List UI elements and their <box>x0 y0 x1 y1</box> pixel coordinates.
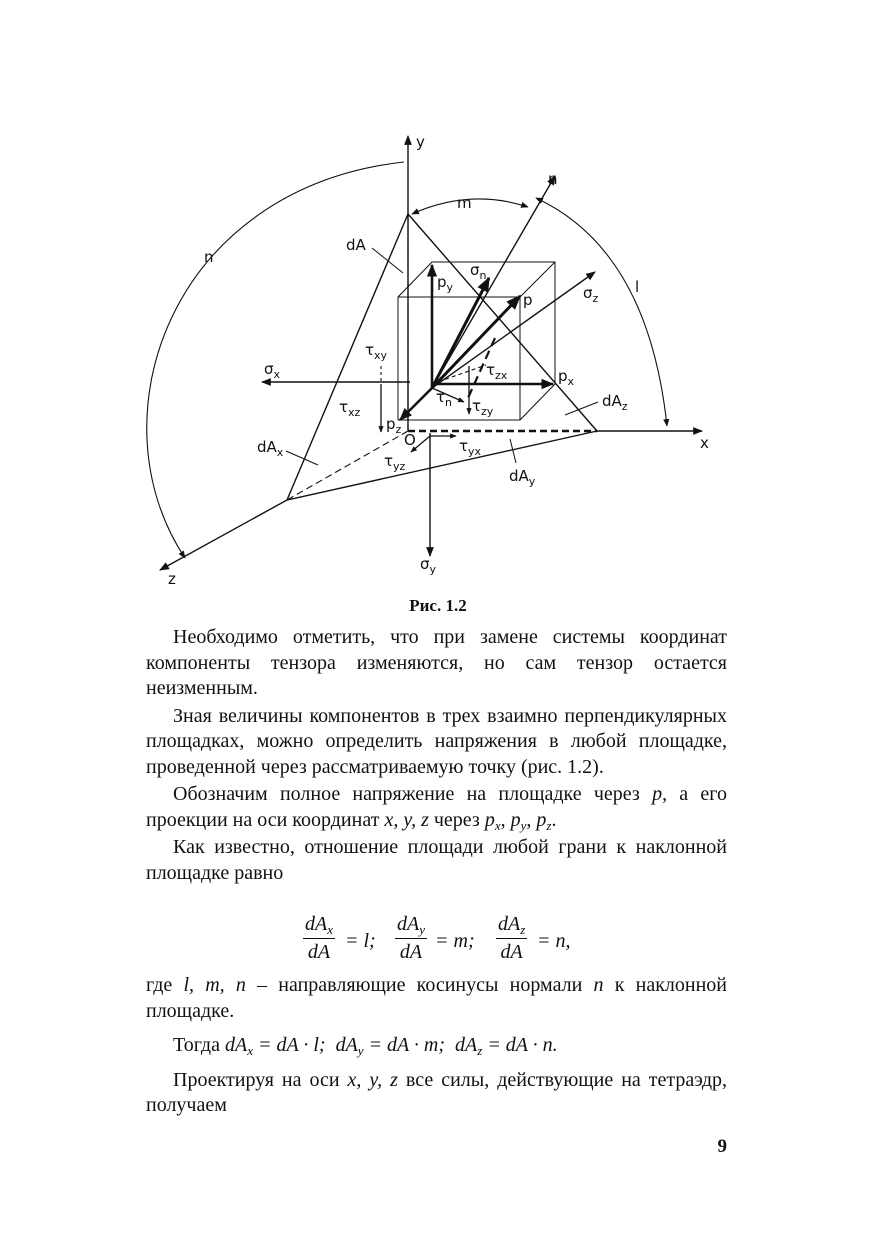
paragraph-2: Зная величины компонентов в трех взаимно перпендикулярных площадках, можно определить напряжения в любой площадке, проведенной через рассматриваемую точку (рис. 1.2). <box>146 704 727 778</box>
label-tau-xz: $\tau_{xz}$ <box>339 398 361 419</box>
label-sigma-n: $\sigma_n$ <box>470 261 487 282</box>
label-dA: dA <box>346 236 366 254</box>
fraction-dAz-dA: $dA_z$ dA <box>498 913 526 963</box>
label-m: m <box>457 194 472 212</box>
label-tau-zx: $\tau_{zx}$ <box>486 361 508 382</box>
figure-caption: Рис. 1.2 <box>409 596 467 615</box>
formula-rhs-m: = m; <box>435 930 475 952</box>
label-tau-xy: $\tau_{xy}$ <box>365 341 388 362</box>
label-tau-yz: $\tau_{yz}$ <box>384 452 406 473</box>
label-dAy: $dA_y$ <box>509 467 536 488</box>
paragraph-7: Проектируя на оси x, y, z все силы, действующие на тетраэдр, получаем <box>146 1068 727 1116</box>
leader-dA <box>372 248 403 273</box>
paragraph-4: Как известно, отношение площади любой грани к наклонной площадке равно <box>146 836 727 884</box>
label-p: p <box>523 291 533 309</box>
label-y: y <box>416 133 425 151</box>
label-tau-zy: $\tau_{zy}$ <box>472 397 494 418</box>
label-n-axis: n <box>548 170 558 188</box>
label-dAz: $dA_z$ <box>602 392 628 413</box>
label-dAx: $dA_x$ <box>257 438 284 459</box>
page-number: 9 <box>717 1136 727 1157</box>
label-tau-n: $\tau_n$ <box>436 388 453 409</box>
vector-pz <box>400 388 432 420</box>
paragraph-6: Тогда $dA_x$ = dA · l; $dA_y$ = dA · m; $dA_z$ = dA · n. <box>173 1034 558 1058</box>
paragraph-1: Необходимо отметить, что при замене системы координат компоненты тензора изменяются, но сам тензор остается неизменным. <box>146 626 727 699</box>
fraction-dAx-dA: $dA_x$ dA <box>305 913 333 963</box>
tetrahedron-inclined-face <box>287 214 597 500</box>
label-sigma-y: $\sigma_y$ <box>420 555 437 576</box>
label-pz: $p_z$ <box>386 415 402 436</box>
text-block-1 <box>146 625 727 886</box>
label-tau-yx: $\tau_{yx}$ <box>459 437 482 458</box>
label-n-arc: n <box>204 248 214 266</box>
label-py: $p_y$ <box>437 273 454 294</box>
label-sigma-x: $\sigma_x$ <box>264 360 281 381</box>
formula-direction-cosines <box>0 913 876 973</box>
label-sigma-z: $\sigma_z$ <box>583 284 599 305</box>
vector-sigma-z <box>432 272 595 388</box>
leader-dAy <box>510 439 516 463</box>
formula-rhs-n: = n, <box>537 930 571 952</box>
formula-rhs-l: = l; <box>345 930 376 952</box>
label-l: l <box>635 278 640 296</box>
label-origin: O <box>404 431 416 449</box>
text-block-2 <box>146 973 727 1119</box>
figure-stress-tetrahedron <box>0 0 876 600</box>
fraction-dAy-dA: $dA_y$ dA <box>397 913 425 963</box>
label-z: z <box>168 570 176 588</box>
label-x: x <box>700 434 709 452</box>
paragraph-5: где l, m, n – направляющие косинусы нормали n к наклонной площадке. <box>146 974 728 1022</box>
label-px: $p_x$ <box>558 367 575 388</box>
paragraph-3: Обозначим полное напряжение на площадке через p, а его проекции на оси координат x, y, z через $p_x$, $p_y$, $p_z$. <box>146 783 727 833</box>
arc-n <box>147 162 404 558</box>
z-axis <box>160 500 287 570</box>
